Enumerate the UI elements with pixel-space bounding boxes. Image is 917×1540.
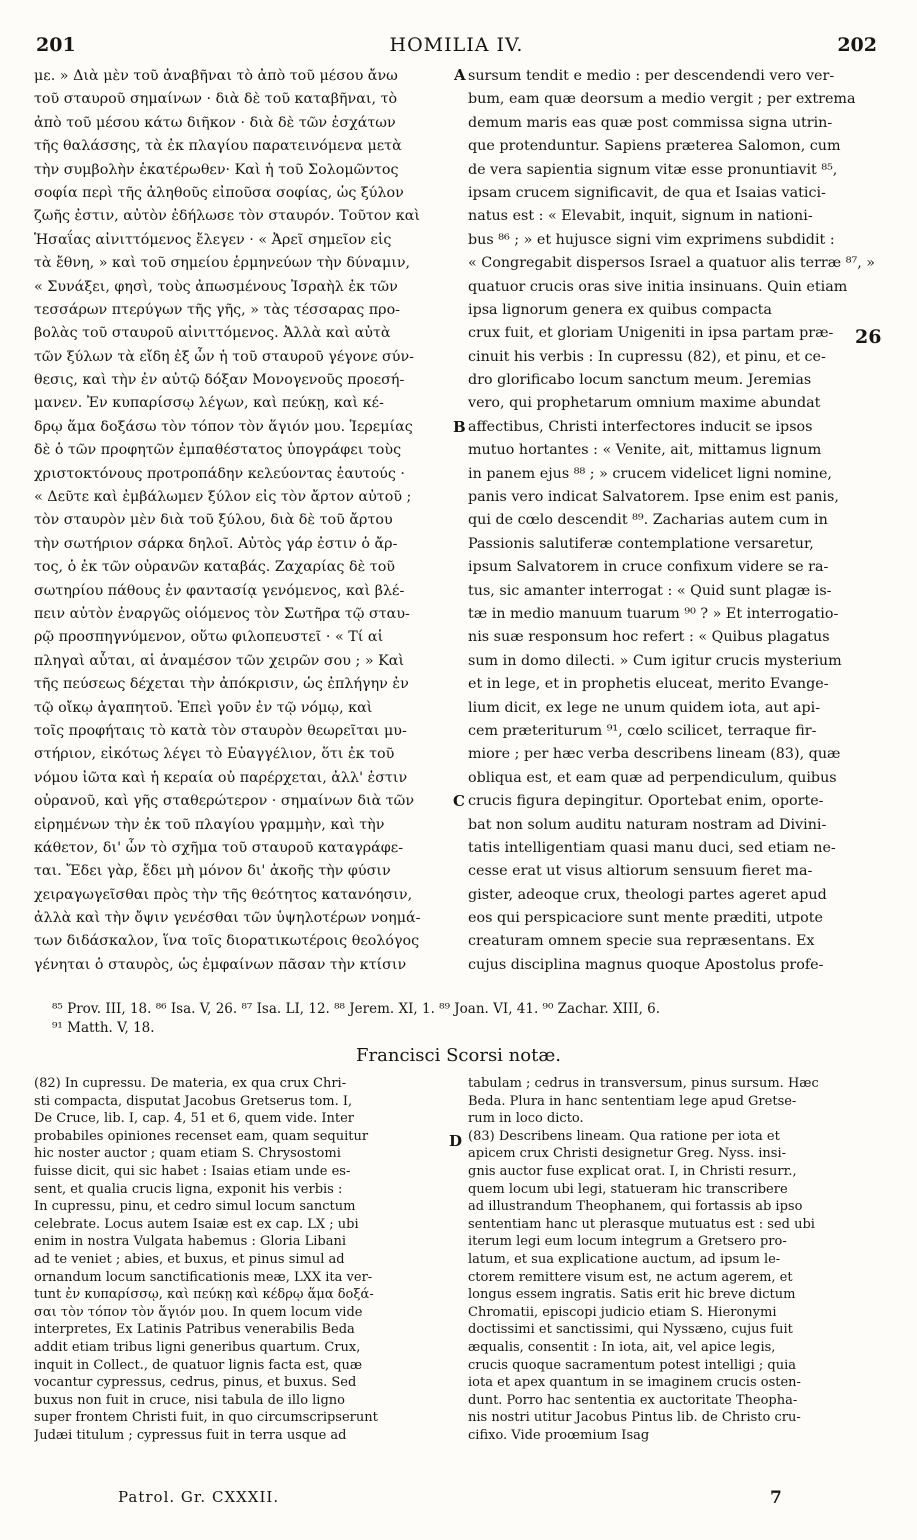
- notes-right-column: [468, 1075, 882, 1444]
- latin-line: affectibus, Christi interfectores inducit se ipsos: [468, 418, 813, 435]
- note-line: nis nostri utitur Jacobus Pintus lib. de Christo cru-: [468, 1410, 801, 1426]
- greek-line: ἀπὸ τοῦ μέσου κάτω διῆκον · διὰ δὲ τῶν ἐσχάτων: [34, 114, 396, 131]
- latin-line: tatis intelligentiam quasi manu duci, sed etiam ne-: [468, 839, 836, 856]
- greek-line: ρῷ προσπηγνύμενον, οὕτω φιλοπευστεῖ · « Τί αἱ: [34, 629, 384, 646]
- greek-line: « Δεῦτε καὶ ἐμβάλωμεν ξύλον εἰς τὸν ἄρτον αὐτοῦ ;: [34, 489, 412, 506]
- latin-line: crux fuit, et gloriam Unigeniti in ipsa partam præ-: [468, 325, 834, 342]
- greek-line: στήριον, εἰκότως λέγει τὸ Εὐαγγέλιον, ὅτι ἐκ τοῦ: [34, 746, 395, 763]
- latin-line: bus ⁸⁶ ; » et hujusce signi vim exprimens subdidit :: [468, 231, 835, 248]
- greek-line: σοφία περὶ τῆς ἀληθοῦς εἰποῦσα σοφίας, ὡς ξύλον: [34, 184, 404, 201]
- greek-line: εἰρημένων τὴν ἐκ τοῦ πλαγίου γραμμὴν, καὶ τὴν: [34, 816, 385, 833]
- latin-line: qui de cœlo descendit ⁸⁹. Zacharias autem cum in: [468, 512, 828, 529]
- note-line: ad te veniet ; abies, et buxus, et pinus simul ad: [34, 1251, 345, 1267]
- greek-text-column: [34, 65, 454, 977]
- margin-letter-d: D: [449, 1132, 463, 1150]
- greek-line: τοῖς προφήταις τὸ κατὰ τὸν σταυρὸν θεωρεῖται μυ-: [34, 722, 407, 739]
- latin-line: crucis figura depingitur. Oportebat enim, oporte-: [468, 793, 824, 810]
- note-line: sententiam hanc ut plerasque mutuatus est : sed ubi: [468, 1216, 815, 1232]
- greek-line: βολὰς τοῦ σταυροῦ αἰνιττόμενος. Ἀλλὰ καὶ αὐτὰ: [34, 325, 391, 342]
- latin-line: ipsa lignorum genera ex quibus compacta: [468, 301, 772, 318]
- greek-line: μανεν. Ἐν κυπαρίσσῳ λέγων, καὶ πεύκῃ, καὶ κέ-: [34, 395, 384, 412]
- note-line: De Cruce, lib. I, cap. 4, 51 et 6, quem vide. Inter: [34, 1111, 355, 1127]
- greek-line: χριστοκτόνους προτροπάδην κελεύοντας ἑαυτούς ·: [34, 465, 405, 482]
- page-number-left: 201: [36, 34, 76, 56]
- latin-text-column: [468, 65, 882, 977]
- latin-line: et in lege, et in prophetis eluceat, merito Evange-: [468, 676, 829, 693]
- column-number: 26: [855, 326, 882, 348]
- note-line: Beda. Plura in hanc sententiam lege apud Gretse-: [468, 1093, 797, 1109]
- footnotes: [52, 1000, 882, 1038]
- note-line: apicem crux Christi designetur Greg. Nyss. insi-: [468, 1146, 787, 1162]
- note-line: dunt. Porro hac sententia ex auctoritate Theopha-: [468, 1392, 798, 1408]
- latin-line: que protenduntur. Sapiens præterea Salomon, cum: [468, 138, 841, 155]
- note-line: Judæi titulum ; cypressus fuit in terra usque ad: [34, 1427, 347, 1443]
- note-line: crucis quoque sacramentum potest intelligi ; quia: [468, 1357, 797, 1373]
- latin-line: sursum tendit e medio : per descendendi vero ver-: [468, 68, 835, 84]
- note-line: tunt ἐν κυπαρίσσῳ, καὶ πεύκῃ καὶ κέδρῳ ἅμα δοξά-: [34, 1287, 374, 1303]
- latin-line: creaturam omnem specie sua repræsentans. Ex: [468, 933, 815, 950]
- latin-line: quatuor crucis oras sive initia insinuans. Quin etiam: [468, 278, 848, 295]
- latin-line: obliqua est, et eam quæ ad perpendiculum, quibus: [468, 769, 837, 786]
- latin-line: cem præteriturum ⁹¹, cœlo scilicet, terraque fir-: [468, 722, 817, 739]
- footnote-line: ⁸⁵ Prov. III, 18. ⁸⁶ Isa. V, 26. ⁸⁷ Isa. LI, 12. ⁸⁸ Jerem. XI, 1. ⁸⁹ Joan. VI, 41. ⁹⁰ Zachar. XIII, 6.: [52, 1001, 661, 1017]
- note-line: longus essem ingratis. Satis erit hic breve dictum: [468, 1287, 796, 1303]
- greek-line: οὐρανοῦ, καὶ γῆς σταθερώτερον · σημαίνων διὰ τῶν: [34, 793, 415, 810]
- note-line: latum, et sua explicatione auctum, ad ipsum le-: [468, 1251, 781, 1267]
- latin-line: mutuo hortantes : « Venite, ait, mittamus lignum: [468, 442, 822, 459]
- greek-line: τὴν συμβολὴν ἑκατέρωθεν· Καὶ ἡ τοῦ Σολομῶντος: [34, 161, 399, 178]
- greek-line: πληγαὶ αὗται, αἱ ἀναμέσον τῶν χειρῶν σου ; » Καὶ: [34, 652, 405, 669]
- latin-line: bum, eam quæ deorsum a medio vergit ; per extrema: [468, 91, 856, 108]
- note-line: inquit in Collect., de quatuor lignis facta est, quæ: [34, 1357, 363, 1373]
- note-line: σαι τὸν τόπον τὸν ἅγιόν μου. In quem locum vide: [34, 1304, 363, 1320]
- greek-line: γένηται ὁ σταυρὸς, ὡς ἐμφαίνων πᾶσαν τὴν κτίσιν: [34, 956, 407, 973]
- latin-line: lium dicit, ex lege ne unum quidem iota, aut api-: [468, 699, 821, 716]
- greek-line: πειν αὐτὸν ἐναργῶς οἰόμενος τὸν Σωτῆρα τῷ σταυ-: [34, 605, 410, 622]
- greek-line: τος, ὁ ἐκ τῶν οὐρανῶν καταβάς. Ζαχαρίας δὲ τοῦ: [34, 559, 395, 576]
- note-line: (82) In cupressu. De materia, ex qua crux Chri-: [34, 1076, 347, 1091]
- note-line: iterum legi eum locum integrum a Gretsero pro-: [468, 1234, 787, 1250]
- note-line: probabiles opiniones recenset eam, quam sequitur: [34, 1128, 369, 1144]
- note-line: enim in nostra Vulgata habemus : Gloria Libani: [34, 1234, 346, 1250]
- note-line: rum in loco dicto.: [468, 1111, 584, 1127]
- latin-line: demum maris eas quæ post commissa signa utrin-: [468, 114, 833, 131]
- latin-line: natus est : « Elevabit, inquit, signum in nationi-: [468, 208, 813, 225]
- latin-line: gister, adeoque crux, theologi partes ageret apud: [468, 886, 827, 903]
- latin-line: in panem ejus ⁸⁸ ; » crucem videlicet ligni nomine,: [468, 465, 832, 482]
- margin-letter-a: A: [454, 66, 466, 84]
- greek-line: « Συνάξει, φησὶ, τοὺς ἀπωσμένους Ἰσραὴλ ἐκ τῶν: [34, 278, 398, 295]
- greek-line: ἀλλὰ καὶ τὴν ὄψιν γενέσθαι τῶν ὑψηλοτέρων νοημά-: [34, 910, 421, 927]
- greek-line: τὰ ἔθνη, » καὶ τοῦ σημείου ἑρμηνεύων τὴν δύναμιν,: [34, 255, 411, 272]
- running-title: HOMILIA IV.: [389, 34, 524, 56]
- greek-line: τὸν σταυρὸν μὲν διὰ τοῦ ξύλου, διὰ δὲ τοῦ ἄρτου: [34, 512, 393, 529]
- greek-line: τῆς θαλάσσης, τὰ ἐκ πλαγίου παρατεινόμενα μετὰ: [34, 138, 402, 155]
- margin-letter-c: C: [453, 792, 465, 810]
- note-line: (83) Describens lineam. Qua ratione per iota et: [468, 1128, 780, 1144]
- greek-line: Ἡσαΐας αἰνιττόμενος ἔλεγεν · « Ἀρεῖ σημεῖον εἰς: [34, 231, 392, 248]
- latin-line: bat non solum auditu naturam nostram ad Divini-: [468, 816, 827, 833]
- latin-line: « Congregabit dispersos Israel a quatuor alis terræ ⁸⁷, »: [468, 255, 876, 272]
- latin-line: cinuit his verbis : In cupressu (82), et pinu, et ce-: [468, 348, 826, 365]
- greek-line: τὴν σωτήριον σάρκα δηλοῖ. Αὐτὸς γάρ ἐστιν ὁ ἄρ-: [34, 535, 398, 552]
- greek-line: τεσσάρων πτερύγων τῆς γῆς, » τὰς τέσσαρας προ-: [34, 301, 401, 318]
- greek-line: τῷ οἴκῳ ἀγαπητοῦ. Ἐπεὶ γοῦν ἐν τῷ νόμῳ, καὶ: [34, 699, 373, 716]
- latin-line: cesse erat ut visus altiorum sensuum fieret ma-: [468, 863, 813, 880]
- note-line: tabulam ; cedrus in transversum, pinus sursum. Hæc: [468, 1076, 819, 1091]
- margin-letter-b: B: [453, 418, 466, 436]
- latin-line: Passionis salutiferæ contemplatione versaretur,: [468, 535, 814, 552]
- greek-line: κάθετον, δι' ὧν τὸ σχῆμα τοῦ σταυροῦ καταγράφε-: [34, 839, 404, 856]
- notes-title: Francisci Scorsi notæ.: [356, 1045, 561, 1066]
- footer-volume: Patrol. Gr. CXXXII.: [118, 1488, 280, 1506]
- greek-line: δρῳ ἅμα δοξάσω τὸν τόπον τὸν ἅγιόν μου. Ἱερεμίας: [34, 418, 413, 435]
- latin-line: ipsum Salvatorem in cruce confixum videre se ra-: [468, 559, 829, 576]
- greek-line: θεσις, καὶ τὴν ἐν αὐτῷ δόξαν Μονογενοῦς προεσή-: [34, 372, 405, 389]
- note-line: quem locum ubi legi, statueram hic transcribere: [468, 1181, 788, 1197]
- latin-line: sum in domo dilecti. » Cum igitur crucis mysterium: [468, 652, 842, 669]
- greek-line: με. » Διὰ μὲν τοῦ ἀναβῆναι τὸ ἀπὸ τοῦ μέσου ἄνω: [34, 68, 398, 84]
- latin-line: de vera sapientia signum vitæ esse pronuntiavit ⁸⁵,: [468, 161, 838, 178]
- greek-line: τῶν ξύλων τὰ εἴδη ἐξ ὧν ἡ τοῦ σταυροῦ γέγονε σύν-: [34, 348, 414, 365]
- note-line: ctorem remittere visum est, ne actum agerem, et: [468, 1269, 793, 1285]
- note-line: ornandum locum sanctificationis meæ, LXX ita ver-: [34, 1269, 373, 1285]
- greek-line: δὲ ὁ τῶν προφητῶν ἐμπαθέστατος ὑπογράφει τοὺς: [34, 442, 402, 459]
- greek-line: ται. Ἔδει γὰρ, ἔδει μὴ μόνον δι' ἀκοῆς τὴν φύσιν: [34, 863, 391, 880]
- latin-line: panis vero indicat Salvatorem. Ipse enim est panis,: [468, 489, 839, 506]
- page-number-right: 202: [837, 34, 877, 56]
- greek-line: των διδάσκαλον, ἵνα τοῖς διορατικωτέροις θεολόγος: [34, 933, 420, 950]
- greek-line: νόμου ἰῶτα καὶ ἡ κεραία οὐ παρέρχεται, ἀλλ' ἐστιν: [34, 769, 408, 786]
- note-line: cifixo. Vide proœmium Isag: [468, 1427, 650, 1443]
- latin-line: nis suæ responsum hoc refert : « Quibus plagatus: [468, 629, 830, 646]
- note-line: super frontem Christi fuit, in quo circumscripserunt: [34, 1410, 378, 1426]
- greek-line: σωτηρίου πάθους ἐν φαντασίᾳ γενόμενος, καὶ βλέ-: [34, 582, 405, 599]
- latin-line: cujus disciplina magnus quoque Apostolus profe-: [468, 956, 824, 973]
- latin-line: eos qui perspicaciore sunt mente præditi, utpote: [468, 910, 823, 927]
- note-line: In cupressu, pinu, et cedro simul locum sanctum: [34, 1199, 356, 1215]
- note-line: Chromatii, episcopi judicio etiam S. Hieronymi: [468, 1304, 777, 1320]
- note-line: vocantur cypressus, cedrus, pinus, et buxus. Sed: [34, 1375, 357, 1391]
- note-line: æqualis, consentit : In iota, ait, vel apice legis,: [468, 1339, 776, 1355]
- note-line: ad illustrandum Theophanem, qui fortassis ab ipso: [468, 1199, 803, 1215]
- latin-line: tus, sic amanter interrogat : « Quid sunt plagæ is-: [468, 582, 832, 599]
- note-line: gnis auctor fuse explicat orat. I, in Christi resurr.,: [468, 1163, 797, 1179]
- latin-line: vero, qui prophetarum omnium maxime abundat: [468, 395, 821, 412]
- note-line: hic noster auctor ; quam etiam S. Chrysostomi: [34, 1146, 341, 1162]
- note-line: interpretes, Ex Latinis Patribus venerabilis Beda: [34, 1322, 355, 1338]
- note-line: buxus non fuit in cruce, nisi tabula de illo ligno: [34, 1392, 345, 1408]
- note-line: doctissimi et sanctissimi, qui Nyssæno, cujus fuit: [468, 1322, 793, 1338]
- latin-line: miore ; per hæc verba describens lineam (83), quæ: [468, 746, 841, 763]
- footer-signature: 7: [770, 1488, 782, 1508]
- notes-left-column: [34, 1075, 444, 1444]
- greek-line: χειραγωγεῖσθαι πρὸς τὴν τῆς θεότητος κατανόησιν,: [34, 886, 413, 903]
- note-line: sent, et qualia crucis ligna, exponit his verbis :: [34, 1181, 343, 1197]
- page-header: [36, 34, 877, 64]
- greek-line: τοῦ σταυροῦ σημαίνων · διὰ δὲ τοῦ καταβῆναι, τὸ: [34, 91, 398, 108]
- note-line: celebrate. Locus autem Isaiæ est ex cap. LX ; ubi: [34, 1216, 359, 1232]
- note-line: sti compacta, disputat Jacobus Gretserus tom. I,: [34, 1093, 353, 1109]
- latin-line: ipsam crucem significavit, de qua et Isaias vatici-: [468, 184, 826, 201]
- footnote-line: ⁹¹ Matth. V, 18.: [52, 1020, 155, 1036]
- note-line: iota et apex quantum in se imaginem crucis osten-: [468, 1375, 801, 1391]
- note-line: addit etiam tribus ligni generibus quartum. Crux,: [34, 1339, 361, 1355]
- greek-line: τῆς πεύσεως δέχεται τὴν ἀπόκρισιν, ὡς ἐπλήγην ἐν: [34, 676, 409, 693]
- latin-line: tæ in medio manuum tuarum ⁹⁰ ? » Et interrogatio-: [468, 605, 839, 622]
- note-line: fuisse dicit, qui sic habet : Isaias etiam unde es-: [34, 1163, 351, 1179]
- greek-line: ζωῆς ἐστιν, αὐτὸν ἐδήλωσε τὸν σταυρόν. Τοῦτον καὶ: [34, 208, 420, 225]
- latin-line: dro glorificabo locum sanctum meum. Jeremias: [468, 372, 812, 389]
